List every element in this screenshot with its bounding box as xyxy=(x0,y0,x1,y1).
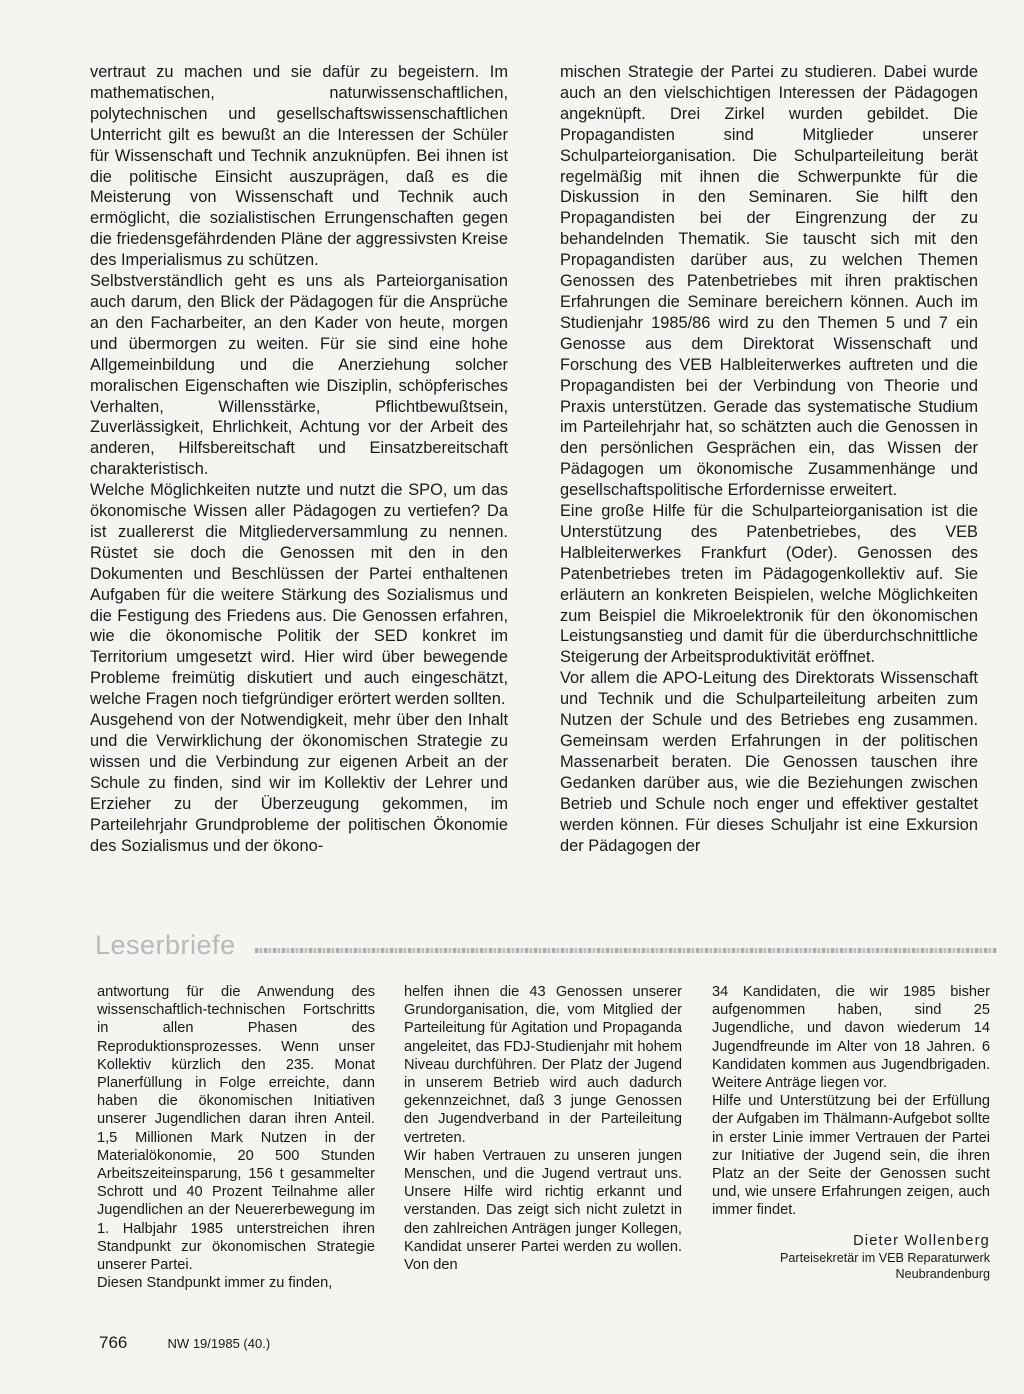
article-paragraph: vertraut zu machen und sie dafür zu begeistern. Im mathematischen, naturwissenschaftlichen, polytechnischen und gesellschaftswissenschaftlichen Unterricht gilt es bewußt an die Interessen der Schüler für Wissenschaft und Technik anzuknüpfen. Bei ihnen ist die politische Einsicht auszuprägen, daß es die Meisterung von Wissenschaft und Technik auch ermöglicht, die sozialistischen Errungenschaften gegen die friedensgefährdenden Pläne der aggressivsten Kreise des Imperialismus zu schützen. xyxy=(90,63,508,270)
letter-column-1 xyxy=(97,983,375,1292)
author-place: Neubrandenburg xyxy=(895,1266,990,1281)
section-divider xyxy=(255,948,997,953)
letter-paragraph: antwortung für die Anwendung des wissenschaftlich-technischen Fortschritts in allen Phasen des Reproduktionsprozesses. Wenn unser Kollektiv kürzlich den 235. Monat Planerfüllung in Folge erreichte, dann haben die ökonomischen Initiativen unserer Jugendlichen daran ihren Anteil. 1,5 Millionen Mark Nutzen in der Materialökonomie, 20 500 Stunden Arbeitszeiteinsparung, 156 t gesammelter Schrott und 40 Prozent Teilnahme aller Jugendlichen an der Neuererbewegung im 1. Halbjahr 1985 unterstreichen ihren Standpunkt zur ökonomischen Strategie unserer Partei. xyxy=(97,984,375,1274)
letter-column-2 xyxy=(404,983,682,1274)
author-role: Parteisekretär im VEB Reparaturwerk xyxy=(780,1250,990,1265)
article-column-left xyxy=(90,62,508,856)
section-label: Leserbriefe xyxy=(95,930,236,960)
page-number: 766 xyxy=(99,1333,128,1352)
letter-paragraph: Diesen Standpunkt immer zu finden, xyxy=(97,1275,333,1292)
letter-signature xyxy=(712,1232,990,1282)
article-paragraph: Selbstverständlich geht es uns als Parteiorganisation auch darum, den Blick der Pädagogen für die Ansprüche an den Facharbeiter, an den Kader von heute, morgen und übermorgen zu weiten. Für sie sind eine hohe Allgemeinbildung und die Anerziehung solcher moralischen Eigenschaften wie Disziplin, schöpferisches Verhalten, Willensstärke, Pflichtbewußtsein, Zuverlässigkeit, Ehrlichkeit, Achtung vor der Arbeit des anderen, Hilfsbereitschaft und Einsatzbereitschaft charakteristisch. xyxy=(90,272,508,479)
article-paragraph: Welche Möglichkeiten nutzte und nutzt die SPO, um das ökonomische Wissen aller Pädagogen zu vertiefen? Da ist zuallererst die Mitgliederversammlung zu nennen. Rüstet sie doch die Genossen mit den in den Dokumenten und Beschlüssen der Partei enthaltenen Aufgaben für die weitere Stärkung des Sozialismus und die Festigung des Friedens aus. Die Genossen erfahren, wie die ökonomische Politik der SED konkret im Territorium umgesetzt wird. Hier wird über bewegende Probleme freimütig diskutiert und auch eingeschätzt, welche Fragen noch tiefgründiger erörtert werden sollten. xyxy=(90,481,508,709)
article-column-right xyxy=(560,62,978,856)
letter-paragraph: Hilfe und Unterstützung bei der Erfüllung der Aufgaben im Thälmann-Aufgebot sollte in erster Linie immer Vertrauen der Partei zur Initiative der Jugend sein, die ihren Platz an der Seite der Genossen sucht und, wie unsere Erfahrungen zeigen, auch immer findet. xyxy=(712,1093,990,1219)
article-paragraph: Ausgehend von der Notwendigkeit, mehr über den Inhalt und die Verwirklichung der ökonomischen Strategie zu wissen und die Verbindung zur eigenen Arbeit an der Schule zu finden, sind wir im Kollektiv der Lehrer und Erzieher zu der Überzeugung gekommen, im Parteilehrjahr Grundprobleme der politischen Ökonomie des Sozialismus und der ökono- xyxy=(90,711,508,855)
article-paragraph: Vor allem die APO-Leitung des Direktorats Wissenschaft und Technik und die Schulparteileitung arbeiten zum Nutzen der Schule und des Betriebes eng zusammen. Gemeinsam werden Erfahrungen in der politischen Massenarbeit beraten. Die Genossen tauschen ihre Gedanken darüber aus, wie die Beziehungen zwischen Betrieb und Schule noch enger und effektiver gestaltet werden können. Für dieses Schuljahr ist eine Exkursion der Pädagogen der xyxy=(560,669,978,855)
author-name: Dieter Wollenberg xyxy=(853,1232,990,1249)
letter-paragraph: helfen ihnen die 43 Genossen unserer Grundorganisation, die, vom Mitglied der Parteileitung für Agitation und Propaganda angeleitet, das FDJ-Studienjahr mit hohem Niveau durchführen. Der Platz der Jugend in unserem Betrieb wird auch dadurch gekennzeichnet, daß 3 junge Genossen den Jugendverband in der Parteileitung vertreten. xyxy=(404,984,682,1146)
issue-reference: NW 19/1985 (40.) xyxy=(167,1336,271,1351)
article-paragraph: mischen Strategie der Partei zu studieren. Dabei wurde auch an den vielschichtigen Interessen der Pädagogen angeknüpft. Drei Zirkel wurden gebildet. Die Propagandisten sind Mitglieder unserer Schulparteiorganisation. Die Schulparteileitung berät regelmäßig mit ihnen die Schwerpunkte für die Diskussion in den Seminaren. Sie hilft den Propagandisten bei der Eingrenzung der zu behandelnden Thematik. Sie tauscht sich mit den Propagandisten darüber aus, zu welchen Themen Genossen des Patenbetriebes mit ihren praktischen Erfahrungen die Seminare bereichern können. Auch im Studienjahr 1985/86 wird zu den Themen 5 und 7 ein Genosse aus dem Direktorat Wissenschaft und Forschung des VEB Halbleiterwerkes auftreten und die Propagandisten bei der Verbindung von Theorie und Praxis unterstützen. Gerade das systematische Studium im Parteilehrjahr hat, so schätzten auch die Genossen in den persönlichen Gesprächen ein, das Wissen der Pädagogen um ökonomische Zusammenhänge und gesellschaftspolitische Erfordernisse erweitert. xyxy=(560,63,978,500)
section-header xyxy=(95,928,1000,964)
page-footer xyxy=(99,1333,270,1353)
article-paragraph: Eine große Hilfe für die Schulparteiorganisation ist die Unterstützung des Patenbetriebes, des VEB Halbleiterwerkes Frankfurt (Oder). Genossen des Patenbetriebes treten im Pädagogenkollektiv auf. Sie erläutern an konkreten Beispielen, welche Möglichkeiten zum Beispiel die Mikroelektronik für den ökonomischen Leistungsanstieg und damit für die überdurchschnittliche Steigerung der Arbeitsproduktivität eröffnet. xyxy=(560,502,978,667)
letter-paragraph: 34 Kandidaten, die wir 1985 bisher aufgenommen haben, sind 25 Jugendliche, und davon wiederum 14 Jugendfreunde im Alter von 18 Jahren. 6 Kandidaten kommen aus Jugendbrigaden. Weitere Anträge liegen vor. xyxy=(712,984,990,1092)
letter-column-3 xyxy=(712,983,990,1282)
letter-paragraph: Wir haben Vertrauen zu unseren jungen Menschen, und die Jugend vertraut uns. Unsere Hilfe wird richtig erkannt und verstanden. Das zeigt sich nicht zuletzt in den zahlreichen Anträgen junger Kollegen, Kandidat unserer Partei werden zu wollen. Von den xyxy=(404,1147,682,1274)
